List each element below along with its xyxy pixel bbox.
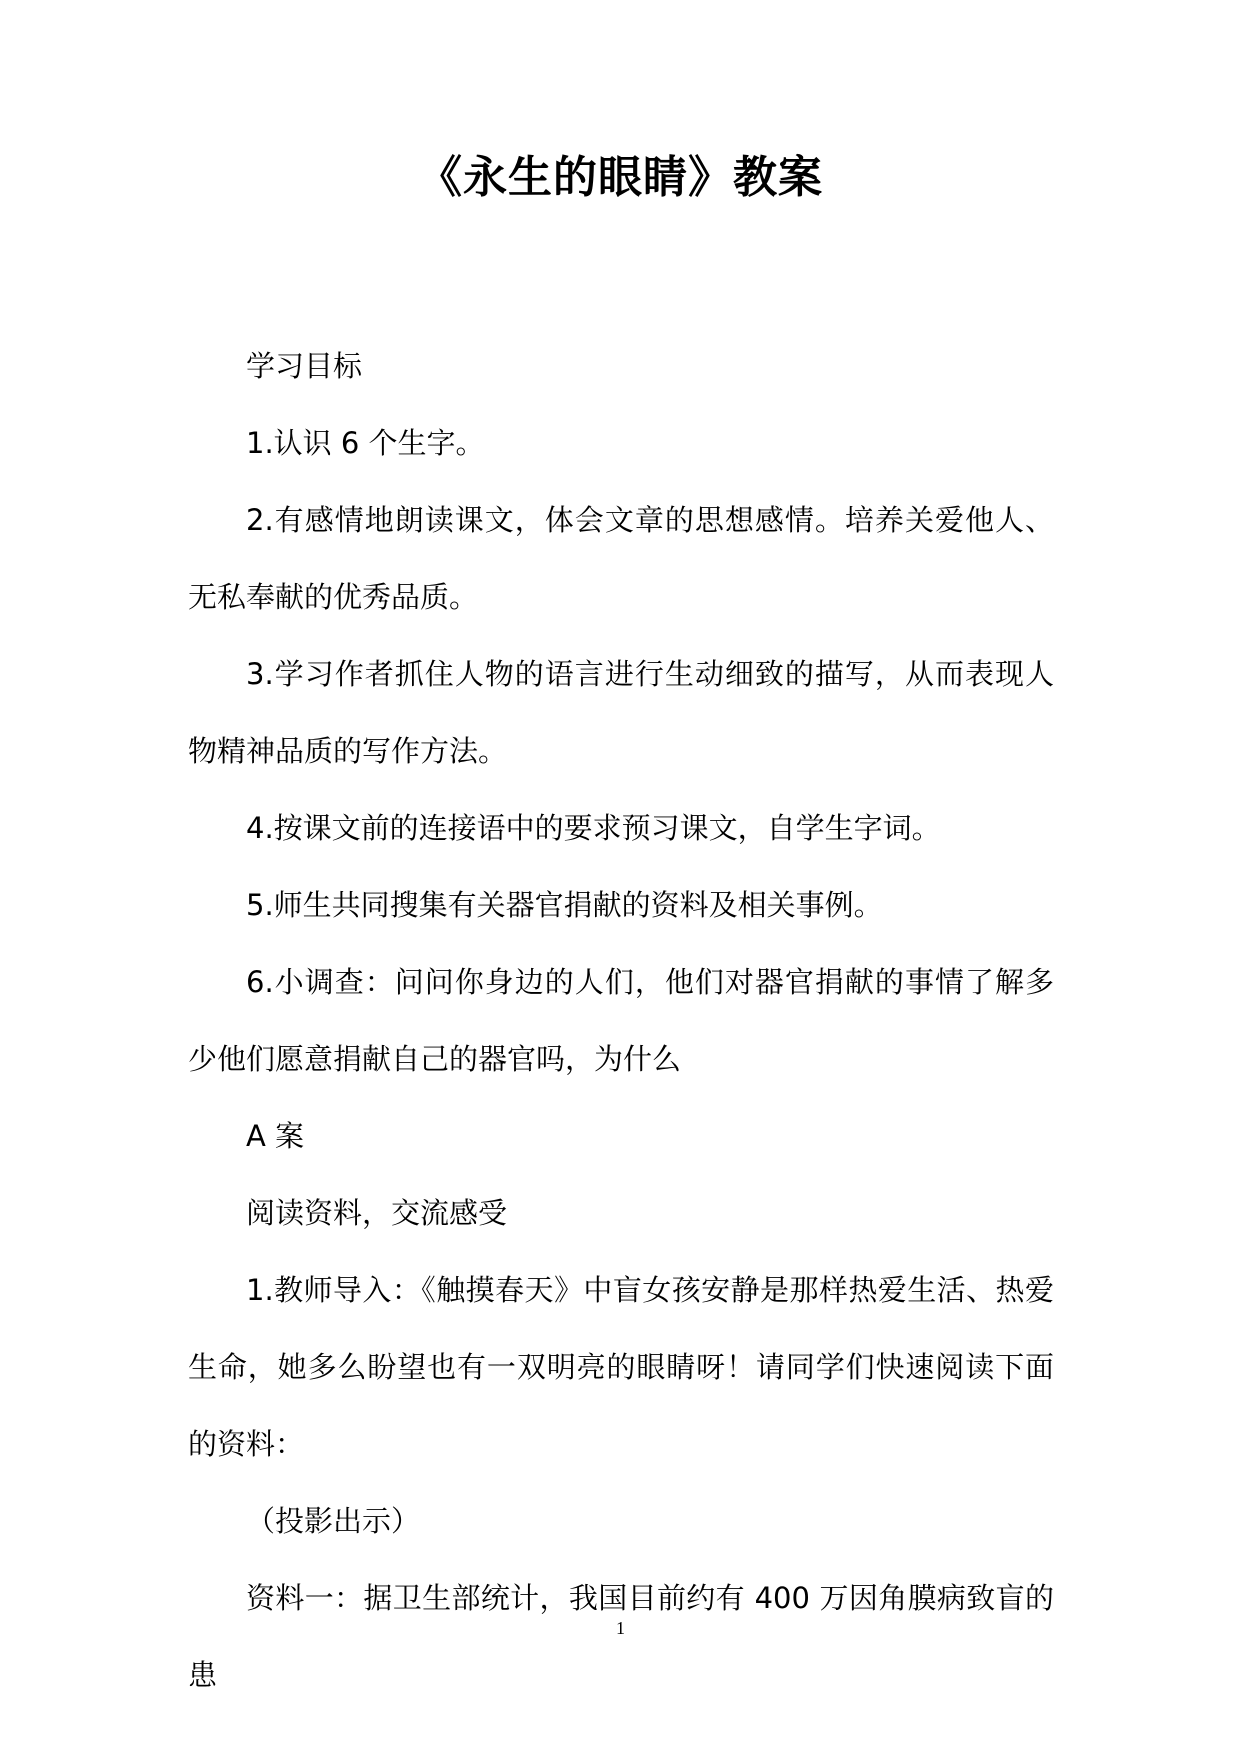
paragraph: 资料一：据卫生部统计，我国目前约有 400 万因角膜病致盲的患 [188, 1581, 1054, 1692]
paragraph: A 案 [246, 1119, 305, 1153]
paragraph: 2.有感情地朗读课文，体会文章的思想感情。培养关爱他人、无私奉献的优秀品质。 [188, 503, 1054, 614]
paragraph: 1.教师导入：《触摸春天》中盲女孩安静是那样热爱生活、热爱生命，她多么盼望也有一双明亮的眼睛呀！请同学们快速阅读下面的资料： [188, 1273, 1054, 1461]
paragraph: 5.师生共同搜集有关器官捐献的资料及相关事例。 [246, 888, 883, 922]
paragraph: 1.认识 6 个生字。 [246, 426, 485, 460]
paragraph: 6.小调查：问问你身边的人们，他们对器官捐献的事情了解多少他们愿意捐献自己的器官吗，为什么 [188, 965, 1054, 1076]
paragraph: 阅读资料，交流感受 [246, 1196, 508, 1230]
paragraph: 4.按课文前的连接语中的要求预习课文，自学生字词。 [246, 811, 941, 845]
document-title: 《永生的眼睛》教案 [418, 152, 823, 203]
paragraph: 学习目标 [246, 349, 363, 383]
paragraph: 3.学习作者抓住人物的语言进行生动细致的描写，从而表现人物精神品质的写作方法。 [188, 657, 1054, 768]
paragraph: （投影出示） [246, 1504, 421, 1538]
document-body [188, 328, 1054, 1714]
page-number: 1 [616, 1618, 625, 1638]
